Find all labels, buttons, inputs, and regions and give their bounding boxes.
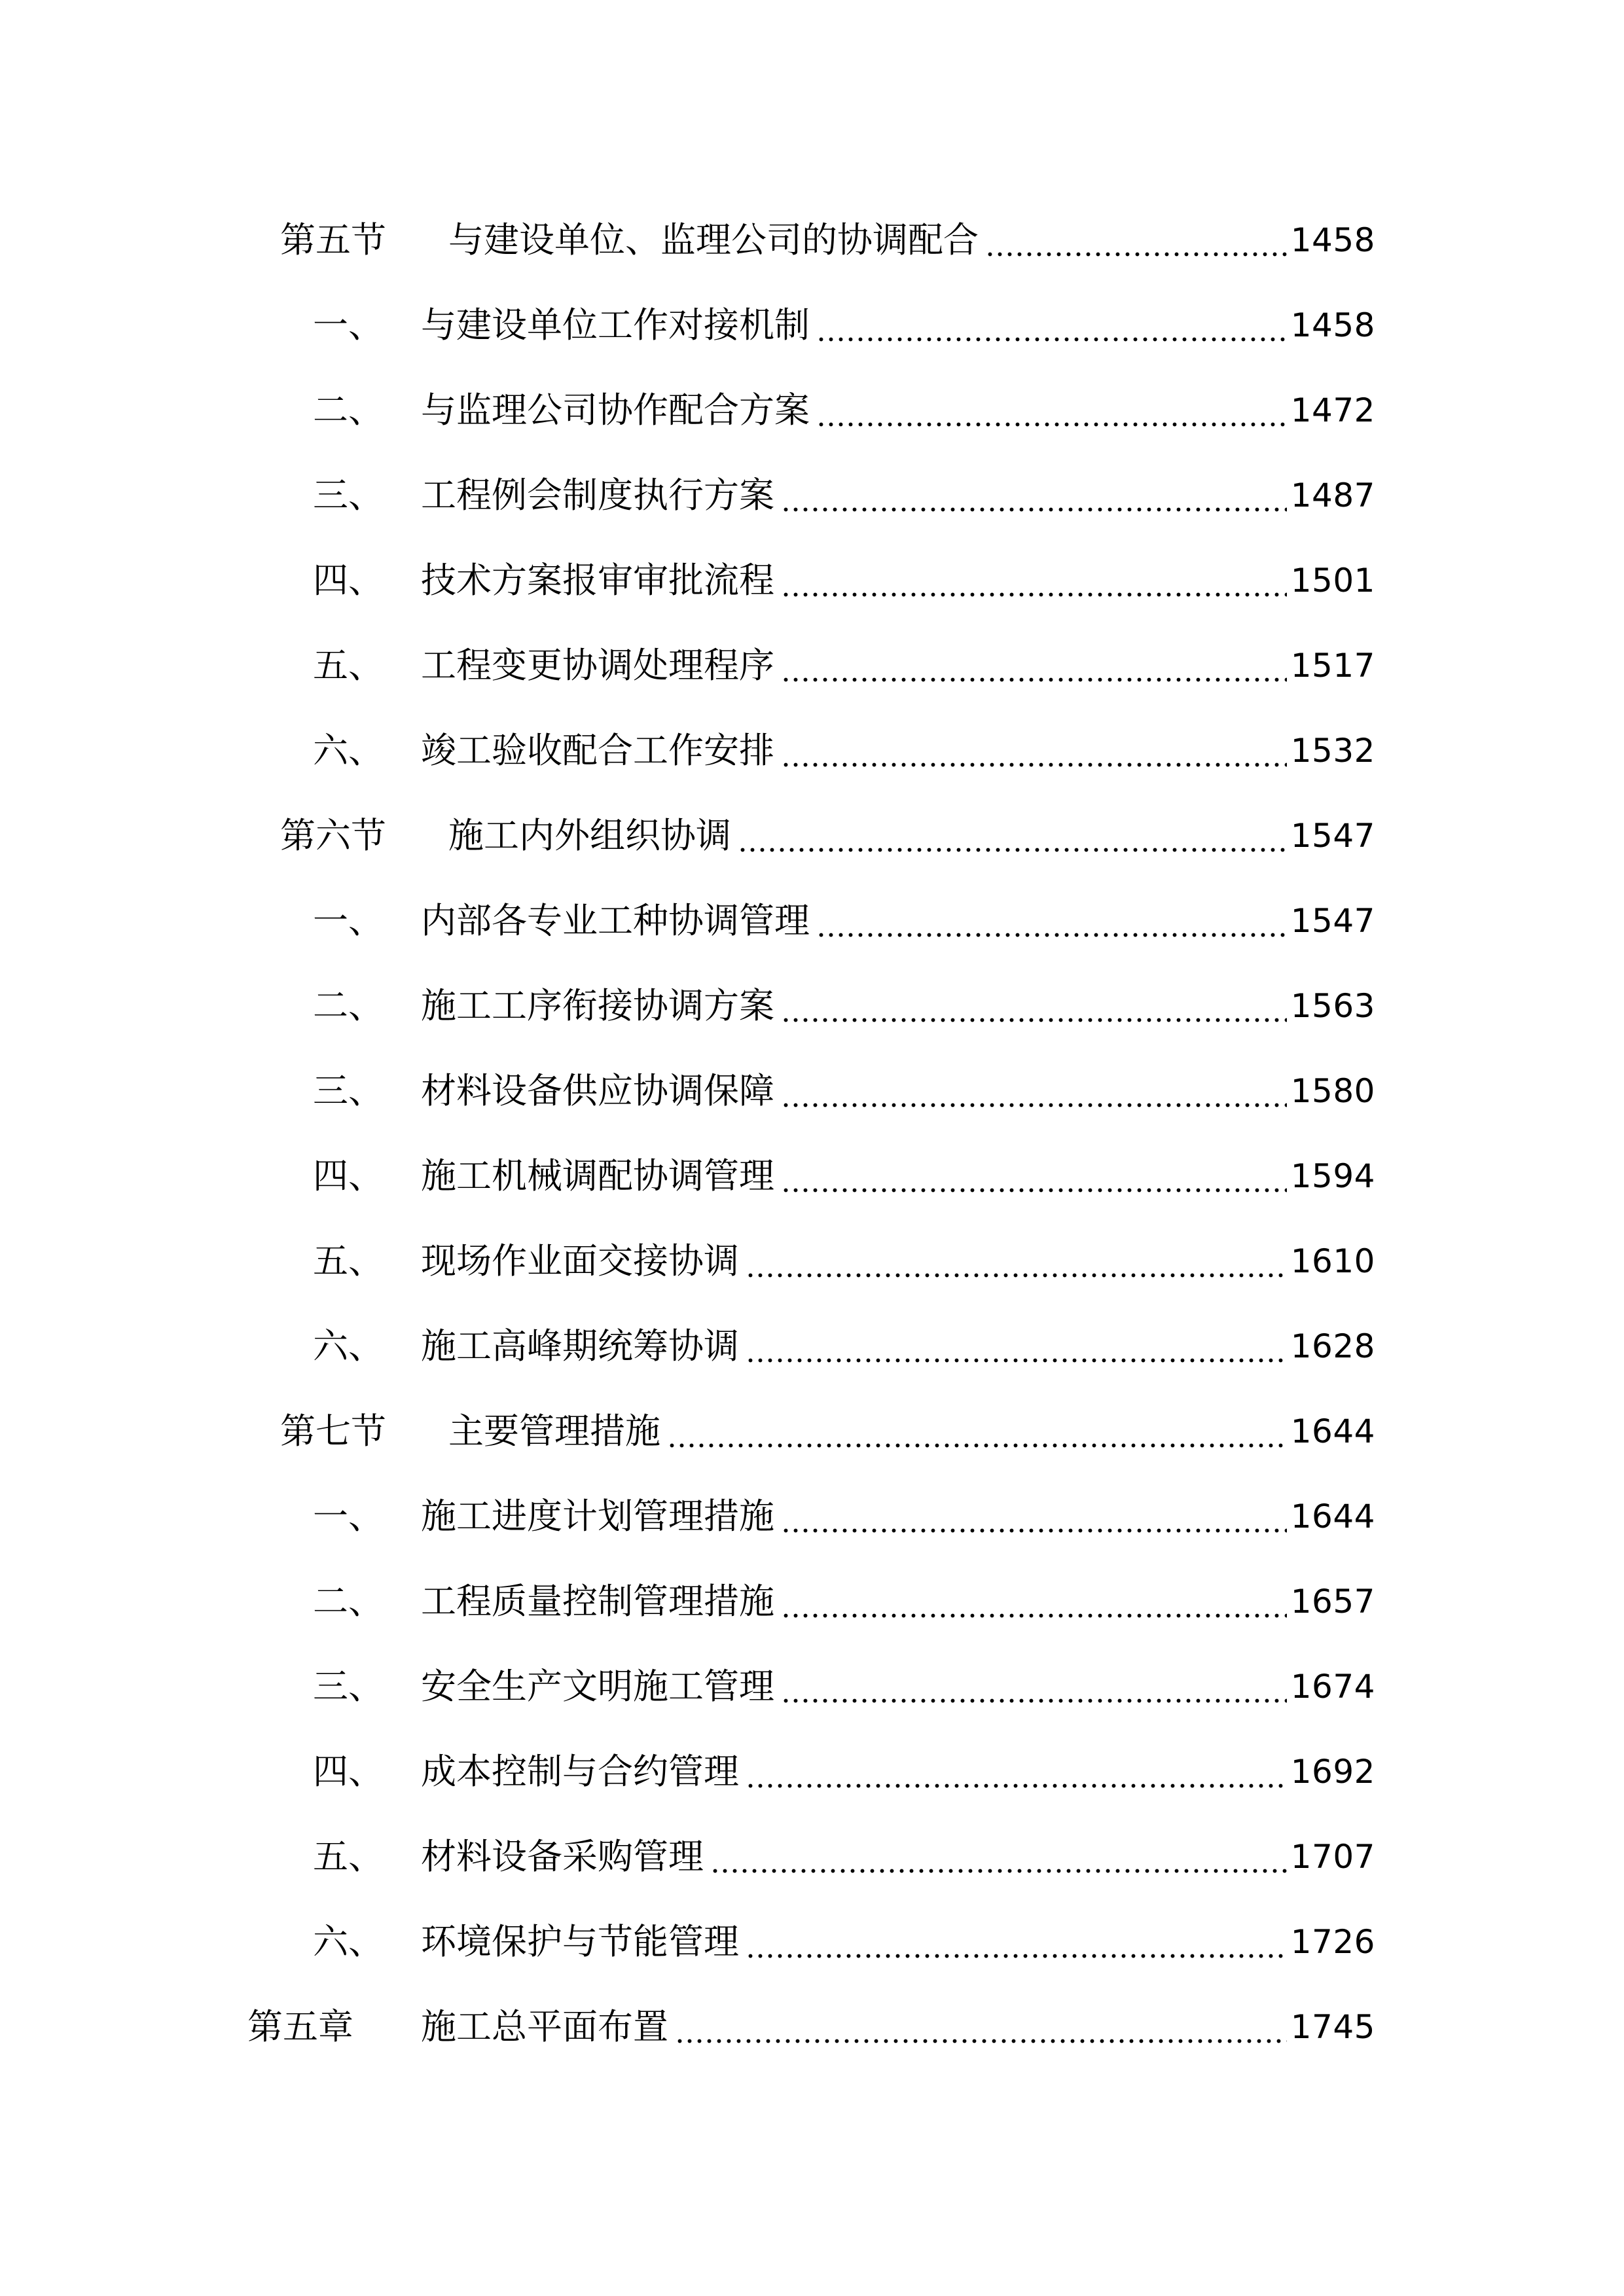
toc-dot-leader xyxy=(816,888,1287,954)
toc-entry-page: 1501 xyxy=(1290,562,1375,600)
toc-entry-page: 1472 xyxy=(1290,391,1375,429)
toc-entry-number: 三、 xyxy=(313,1666,384,1707)
toc-entry-page: 1547 xyxy=(1290,902,1375,940)
toc-entry-item[interactable] xyxy=(313,378,1375,443)
toc-entry-number: 五、 xyxy=(313,645,384,686)
toc-entry-page: 1644 xyxy=(1290,1412,1375,1450)
toc-entry-item[interactable] xyxy=(313,633,1375,698)
toc-entry-item[interactable] xyxy=(313,1824,1375,1890)
toc-entry-title: 施工总平面布置 xyxy=(421,2006,668,2047)
toc-entry-title: 工程质量控制管理措施 xyxy=(421,1581,774,1622)
toc-dot-leader xyxy=(781,1654,1287,1719)
toc-entry-item[interactable] xyxy=(313,973,1375,1039)
toc-entry-number: 第五章 xyxy=(247,2006,353,2047)
toc-entry-title: 现场作业面交接协调 xyxy=(421,1240,739,1282)
toc-dot-leader xyxy=(781,1484,1287,1549)
toc-entry-item[interactable] xyxy=(313,1314,1375,1379)
toc-entry-title: 施工内外组织协调 xyxy=(448,815,731,856)
toc-dot-leader xyxy=(781,1569,1287,1634)
toc-entry-item[interactable] xyxy=(313,1229,1375,1294)
toc-entry-page: 1726 xyxy=(1290,1923,1375,1961)
toc-entry-title: 与监理公司协作配合方案 xyxy=(421,389,810,431)
toc-entry-number: 六、 xyxy=(313,1921,384,1962)
toc-entry-number: 一、 xyxy=(313,1496,384,1537)
toc-entry-number: 二、 xyxy=(313,985,384,1026)
toc-entry-page: 1458 xyxy=(1290,221,1375,259)
toc-entry-title: 施工进度计划管理措施 xyxy=(421,1496,774,1537)
toc-entry-title: 成本控制与合约管理 xyxy=(421,1751,739,1792)
toc-entry-number: 一、 xyxy=(313,304,384,346)
toc-dot-leader xyxy=(781,718,1287,783)
toc-entry-item[interactable] xyxy=(313,463,1375,528)
toc-entry-number: 二、 xyxy=(313,1581,384,1622)
toc-dot-leader xyxy=(667,1399,1287,1464)
toc-entry-title: 安全生产文明施工管理 xyxy=(421,1666,774,1707)
toc-entry-number: 第七节 xyxy=(280,1410,386,1452)
toc-entry-number: 五、 xyxy=(313,1240,384,1282)
toc-entry-item[interactable] xyxy=(313,1058,1375,1124)
toc-entry-page: 1628 xyxy=(1290,1327,1375,1365)
toc-entry-page: 1580 xyxy=(1290,1072,1375,1110)
toc-entry-section[interactable] xyxy=(280,803,1375,869)
toc-entry-title: 环境保护与节能管理 xyxy=(421,1921,739,1962)
toc-entry-title: 材料设备供应协调保障 xyxy=(421,1070,774,1111)
toc-entry-page: 1517 xyxy=(1290,647,1375,685)
toc-entry-chapter[interactable] xyxy=(247,1994,1375,2060)
toc-entry-page: 1563 xyxy=(1290,987,1375,1025)
toc-entry-item[interactable] xyxy=(313,1143,1375,1209)
toc-entry-number: 四、 xyxy=(313,560,384,601)
toc-dot-leader xyxy=(781,548,1287,613)
toc-entry-page: 1644 xyxy=(1290,1498,1375,1535)
toc-entry-number: 五、 xyxy=(313,1836,384,1877)
toc-entry-number: 六、 xyxy=(313,1325,384,1367)
toc-entry-title: 内部各专业工种协调管理 xyxy=(421,900,810,941)
toc-entry-number: 二、 xyxy=(313,389,384,431)
toc-entry-number: 四、 xyxy=(313,1155,384,1196)
toc-entry-title: 施工机械调配协调管理 xyxy=(421,1155,774,1196)
toc-entry-item[interactable] xyxy=(313,548,1375,613)
toc-entry-page: 1707 xyxy=(1290,1838,1375,1876)
toc-dot-leader xyxy=(781,1143,1287,1209)
toc-dot-leader xyxy=(985,207,1287,273)
toc-entry-number: 四、 xyxy=(313,1751,384,1792)
toc-entry-page: 1547 xyxy=(1290,817,1375,855)
toc-entry-title: 施工高峰期统筹协调 xyxy=(421,1325,739,1367)
toc-entry-item[interactable] xyxy=(313,1909,1375,1975)
toc-entry-item[interactable] xyxy=(313,293,1375,358)
toc-entry-page: 1487 xyxy=(1290,476,1375,514)
toc-entry-number: 六、 xyxy=(313,730,384,771)
toc-dot-leader xyxy=(781,1058,1287,1124)
toc-entry-title: 主要管理措施 xyxy=(448,1410,660,1452)
toc-entry-title: 材料设备采购管理 xyxy=(421,1836,704,1877)
toc-entry-item[interactable] xyxy=(313,1739,1375,1804)
toc-entry-item[interactable] xyxy=(313,1654,1375,1719)
toc-entry-number: 第六节 xyxy=(280,815,386,856)
toc-entry-item[interactable] xyxy=(313,888,1375,954)
toc-entry-number: 三、 xyxy=(313,475,384,516)
toc-entry-page: 1674 xyxy=(1290,1668,1375,1706)
toc-dot-leader xyxy=(816,378,1287,443)
toc-entry-section[interactable] xyxy=(280,1399,1375,1464)
toc-dot-leader xyxy=(746,1909,1287,1975)
toc-dot-leader xyxy=(816,293,1287,358)
toc-entry-item[interactable] xyxy=(313,1484,1375,1549)
toc-entry-title: 与建设单位、监理公司的协调配合 xyxy=(448,219,979,260)
toc-entry-number: 三、 xyxy=(313,1070,384,1111)
toc-dot-leader xyxy=(746,1314,1287,1379)
toc-entry-number: 第五节 xyxy=(280,219,386,260)
toc-entry-page: 1610 xyxy=(1290,1242,1375,1280)
toc-dot-leader xyxy=(675,1994,1287,2060)
toc-dot-leader xyxy=(746,1739,1287,1804)
toc-entry-title: 竣工验收配合工作安排 xyxy=(421,730,774,771)
toc-entry-page: 1657 xyxy=(1290,1583,1375,1621)
toc-entry-title: 与建设单位工作对接机制 xyxy=(421,304,810,346)
toc-entry-title: 工程变更协调处理程序 xyxy=(421,645,774,686)
toc-entry-item[interactable] xyxy=(313,1569,1375,1634)
toc-entry-page: 1692 xyxy=(1290,1753,1375,1791)
toc-dot-leader xyxy=(781,633,1287,698)
toc-entry-title: 施工工序衔接协调方案 xyxy=(421,985,774,1026)
toc-dot-leader xyxy=(738,803,1287,869)
toc-entry-title: 技术方案报审审批流程 xyxy=(421,560,774,601)
toc-entry-title: 工程例会制度执行方案 xyxy=(421,475,774,516)
toc-entry-page: 1458 xyxy=(1290,306,1375,344)
toc-entry-page: 1532 xyxy=(1290,732,1375,770)
toc-entry-number: 一、 xyxy=(313,900,384,941)
toc-dot-leader xyxy=(781,973,1287,1039)
toc-entry-page: 1594 xyxy=(1290,1157,1375,1195)
toc-dot-leader xyxy=(710,1824,1287,1890)
toc-entry-item[interactable] xyxy=(313,718,1375,783)
toc-entry-section[interactable] xyxy=(280,207,1375,273)
toc-dot-leader xyxy=(746,1229,1287,1294)
toc-dot-leader xyxy=(781,463,1287,528)
toc-entry-page: 1745 xyxy=(1290,2008,1375,2046)
